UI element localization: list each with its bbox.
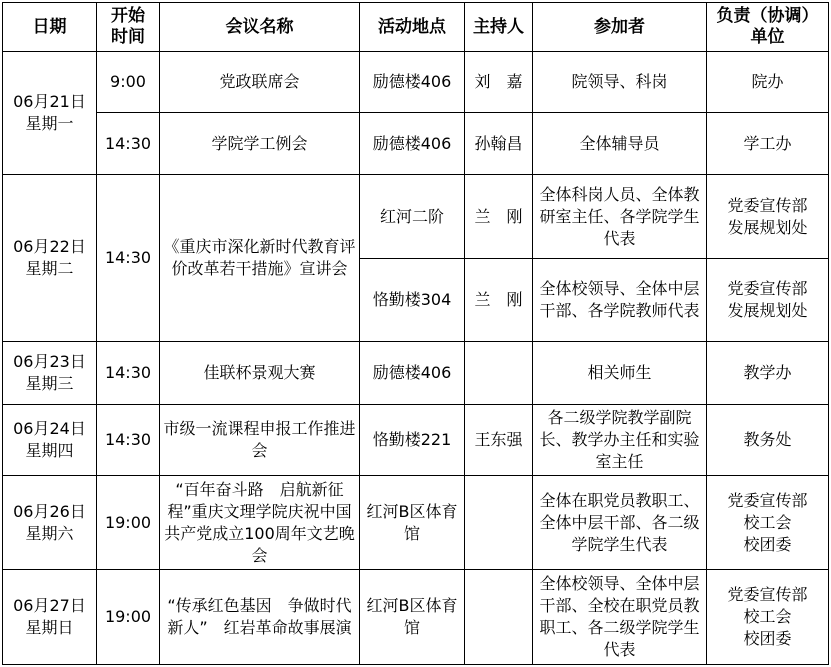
location-cell: 励德楼406 xyxy=(360,113,465,175)
attendees-cell: 全体科岗人员、全体教研室主任、各学院学生代表 xyxy=(533,175,707,259)
header-organizer: 负责（协调） 单位 xyxy=(707,3,829,52)
organizer-cell: 教学办 xyxy=(707,342,829,405)
table-row xyxy=(3,52,829,113)
attendees-cell: 全体校领导、全体中层干部、全校在职党员教职工、各二级学院学生代表 xyxy=(533,570,707,665)
time-cell: 9:00 xyxy=(97,52,160,113)
location-cell: 红河二阶 xyxy=(360,175,465,259)
organizer-cell: 党委宣传部 校工会 校团委 xyxy=(707,570,829,665)
table-row xyxy=(3,175,829,259)
date-cell: 06月23日 星期三 xyxy=(3,342,97,405)
table-row xyxy=(3,405,829,476)
organizer-cell: 党委宣传部 校工会 校团委 xyxy=(707,476,829,570)
header-date: 日期 xyxy=(3,3,97,52)
host-cell xyxy=(465,570,533,665)
attendees-cell: 全体校领导、全体中层干部、各学院教师代表 xyxy=(533,259,707,342)
time-cell: 14:30 xyxy=(97,342,160,405)
date-cell: 06月24日 星期四 xyxy=(3,405,97,476)
attendees-cell: 院领导、科岗 xyxy=(533,52,707,113)
attendees-cell: 全体在职党员教职工、全体中层干部、各二级学院学生代表 xyxy=(533,476,707,570)
location-cell: 励德楼406 xyxy=(360,52,465,113)
table-row xyxy=(3,113,829,175)
meeting-name-cell: 佳联杯景观大赛 xyxy=(160,342,360,405)
header-location: 活动地点 xyxy=(360,3,465,52)
location-cell: 红河B区体育馆 xyxy=(360,476,465,570)
meeting-name-cell: “百年奋斗路 启航新征程”重庆文理学院庆祝中国共产党成立100周年文艺晚会 xyxy=(160,476,360,570)
host-cell: 刘 嘉 xyxy=(465,52,533,113)
host-cell xyxy=(465,476,533,570)
host-cell: 兰 刚 xyxy=(465,259,533,342)
organizer-cell: 学工办 xyxy=(707,113,829,175)
organizer-cell: 院办 xyxy=(707,52,829,113)
host-cell: 孙翰昌 xyxy=(465,113,533,175)
time-cell: 14:30 xyxy=(97,405,160,476)
date-cell: 06月21日 星期一 xyxy=(3,52,97,175)
date-cell: 06月22日 星期二 xyxy=(3,175,97,342)
location-cell: 红河B区体育馆 xyxy=(360,570,465,665)
header-host: 主持人 xyxy=(465,3,533,52)
table-row xyxy=(3,570,829,665)
header-meeting-name: 会议名称 xyxy=(160,3,360,52)
header-attendees: 参加者 xyxy=(533,3,707,52)
location-cell: 励德楼406 xyxy=(360,342,465,405)
meeting-name-cell: 党政联席会 xyxy=(160,52,360,113)
date-cell: 06月27日 星期日 xyxy=(3,570,97,665)
header-row xyxy=(3,3,829,52)
time-cell: 14:30 xyxy=(97,113,160,175)
meeting-name-cell: 《重庆市深化新时代教育评价改革若干措施》宣讲会 xyxy=(160,175,360,342)
organizer-cell: 教务处 xyxy=(707,405,829,476)
organizer-cell: 党委宣传部 发展规划处 xyxy=(707,259,829,342)
host-cell xyxy=(465,342,533,405)
meeting-schedule-table xyxy=(2,2,829,665)
table-row xyxy=(3,476,829,570)
organizer-cell: 党委宣传部 发展规划处 xyxy=(707,175,829,259)
host-cell: 王东强 xyxy=(465,405,533,476)
attendees-cell: 全体辅导员 xyxy=(533,113,707,175)
header-start-time: 开始 时间 xyxy=(97,3,160,52)
time-cell: 14:30 xyxy=(97,175,160,342)
meeting-name-cell: 市级一流课程申报工作推进会 xyxy=(160,405,360,476)
time-cell: 19:00 xyxy=(97,570,160,665)
meeting-name-cell: 学院学工例会 xyxy=(160,113,360,175)
attendees-cell: 相关师生 xyxy=(533,342,707,405)
date-cell: 06月26日 星期六 xyxy=(3,476,97,570)
host-cell: 兰 刚 xyxy=(465,175,533,259)
location-cell: 恪勤楼304 xyxy=(360,259,465,342)
location-cell: 恪勤楼221 xyxy=(360,405,465,476)
time-cell: 19:00 xyxy=(97,476,160,570)
attendees-cell: 各二级学院教学副院长、教学办主任和实验室主任 xyxy=(533,405,707,476)
meeting-name-cell: “传承红色基因 争做时代新人” 红岩革命故事展演 xyxy=(160,570,360,665)
table-row xyxy=(3,342,829,405)
